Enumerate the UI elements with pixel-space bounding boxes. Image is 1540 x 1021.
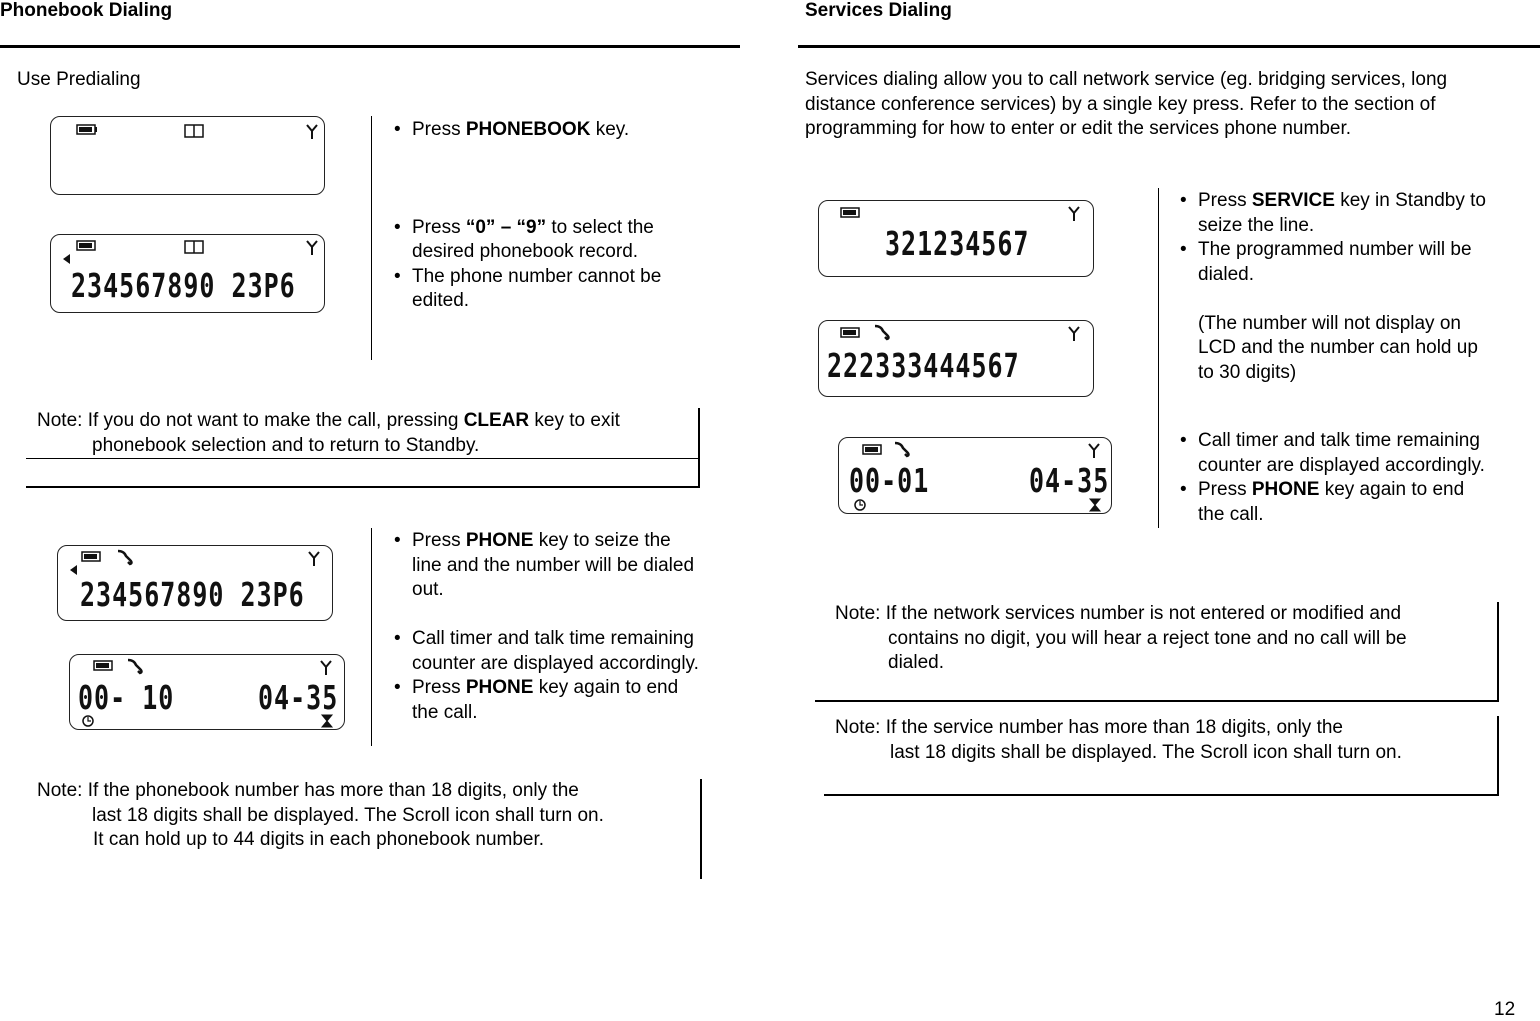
book-icon <box>185 241 203 253</box>
hourglass-icon <box>1090 499 1100 511</box>
left-divider-2 <box>371 528 372 746</box>
handset-icon <box>875 326 889 339</box>
lcd-remain-value: 04-35 <box>258 679 339 717</box>
bullet-call-timer: • Call timer and talk time remaining counter are displayed accordingly. <box>392 627 737 676</box>
battery-icon <box>863 445 881 454</box>
antenna-icon <box>1089 444 1099 458</box>
hourglass-icon <box>322 715 332 727</box>
antenna-icon <box>309 552 319 566</box>
antenna-icon <box>307 125 317 139</box>
scroll-left-icon <box>70 565 77 575</box>
handset-icon <box>118 551 132 564</box>
bullet-press-phone: • Press PHONE key to seize the line and the number will be dialed out. <box>392 529 737 603</box>
left-divider-1 <box>371 116 372 360</box>
paren-note: (The number will not display on LCD and the number can hold up to 30 digits) <box>1198 312 1478 383</box>
antenna-icon <box>321 661 331 675</box>
clock-icon <box>83 716 93 726</box>
book-icon <box>185 125 203 137</box>
lcd-dialing-number: 222333444567 <box>827 347 1020 385</box>
left-subtitle: Use Predialing <box>17 69 141 90</box>
handset-icon <box>895 443 909 456</box>
lcd-phonebook-standby <box>50 116 325 195</box>
left-note-clear: Note: If you do not want to make the call, pressing CLEAR key to exit phonebook selection and to return to Standby. <box>26 408 700 488</box>
antenna-icon <box>307 241 317 255</box>
page-number: 12 <box>1494 999 1516 1020</box>
bullet-number-dialed: • The programmed number will be dialed. <box>1178 238 1528 287</box>
battery-icon <box>77 241 95 250</box>
battery-icon <box>82 552 100 561</box>
lcd-service-number: 321234567 <box>885 225 1030 263</box>
right-divider <box>1158 188 1159 528</box>
lcd-service-timer-value: 00-01 <box>849 462 930 500</box>
lcd-service-timer <box>838 437 1112 514</box>
right-header-rule <box>798 45 1540 48</box>
right-bullets <box>1178 189 1528 527</box>
left-bullets-2 <box>392 529 737 725</box>
lcd-phonebook-number: 234567890 23P6 <box>71 267 296 305</box>
bullet-end-call: • Press PHONE key again to end the call. <box>392 676 737 725</box>
bullet-service-end-call: • Press PHONE key again to end the call. <box>1178 478 1528 527</box>
lcd-dialing <box>57 545 333 621</box>
right-intro: Services dialing allow you to call network service (eg. bridging services, long distance conference services) by a single key press. Refer to the section of programming for how to enter or edit the services phone number. <box>805 69 1448 139</box>
left-header-rule <box>0 45 740 48</box>
antenna-icon <box>1069 327 1079 341</box>
lcd-phonebook-record <box>50 234 325 313</box>
bullet-select-record: • Press “0” – “9” to select the desired phonebook record. <box>392 216 722 265</box>
left-note-scroll: Note: If the phonebook number has more than 18 digits, only the last 18 digits shall be displayed. The Scroll icon shall turn on. It can hold up to 44 digits in each phonebook number. <box>26 779 702 879</box>
battery-icon <box>94 661 112 670</box>
antenna-icon <box>1069 207 1079 221</box>
bullet-press-service: • Press SERVICE key in Standby to seize the line. <box>1178 189 1528 238</box>
clock-icon <box>855 500 865 510</box>
right-note-scroll: Note: If the service number has more than 18 digits, only the last 18 digits shall be displayed. The Scroll icon shall turn on. <box>824 716 1499 796</box>
lcd-service-standby <box>818 200 1094 277</box>
lcd-timer-value: 00- 10 <box>78 679 175 717</box>
lcd-dial-number: 234567890 23P6 <box>80 576 305 614</box>
left-page-title: Phonebook Dialing <box>0 0 173 21</box>
handset-icon <box>128 660 142 673</box>
battery-icon <box>77 125 97 134</box>
lcd-service-remain-value: 04-35 <box>1029 462 1110 500</box>
scroll-left-icon <box>63 254 70 264</box>
lcd-service-dialing <box>818 320 1094 397</box>
bullet-cannot-edit: • The phone number cannot be edited. <box>392 265 722 314</box>
bullet-service-timer: • Call timer and talk time remaining counter are displayed accordingly. <box>1178 429 1528 478</box>
left-bullets-1 <box>392 118 722 314</box>
right-note-reject: Note: If the network services number is not entered or modified and contains no digit, you will hear a reject tone and no call will be dialed. <box>815 602 1499 702</box>
bullet-press-phonebook: • Press PHONEBOOK key. <box>392 118 722 143</box>
battery-icon <box>841 328 859 337</box>
battery-icon <box>841 208 859 217</box>
right-page-title: Services Dialing <box>805 0 952 21</box>
lcd-call-timer <box>69 654 345 730</box>
